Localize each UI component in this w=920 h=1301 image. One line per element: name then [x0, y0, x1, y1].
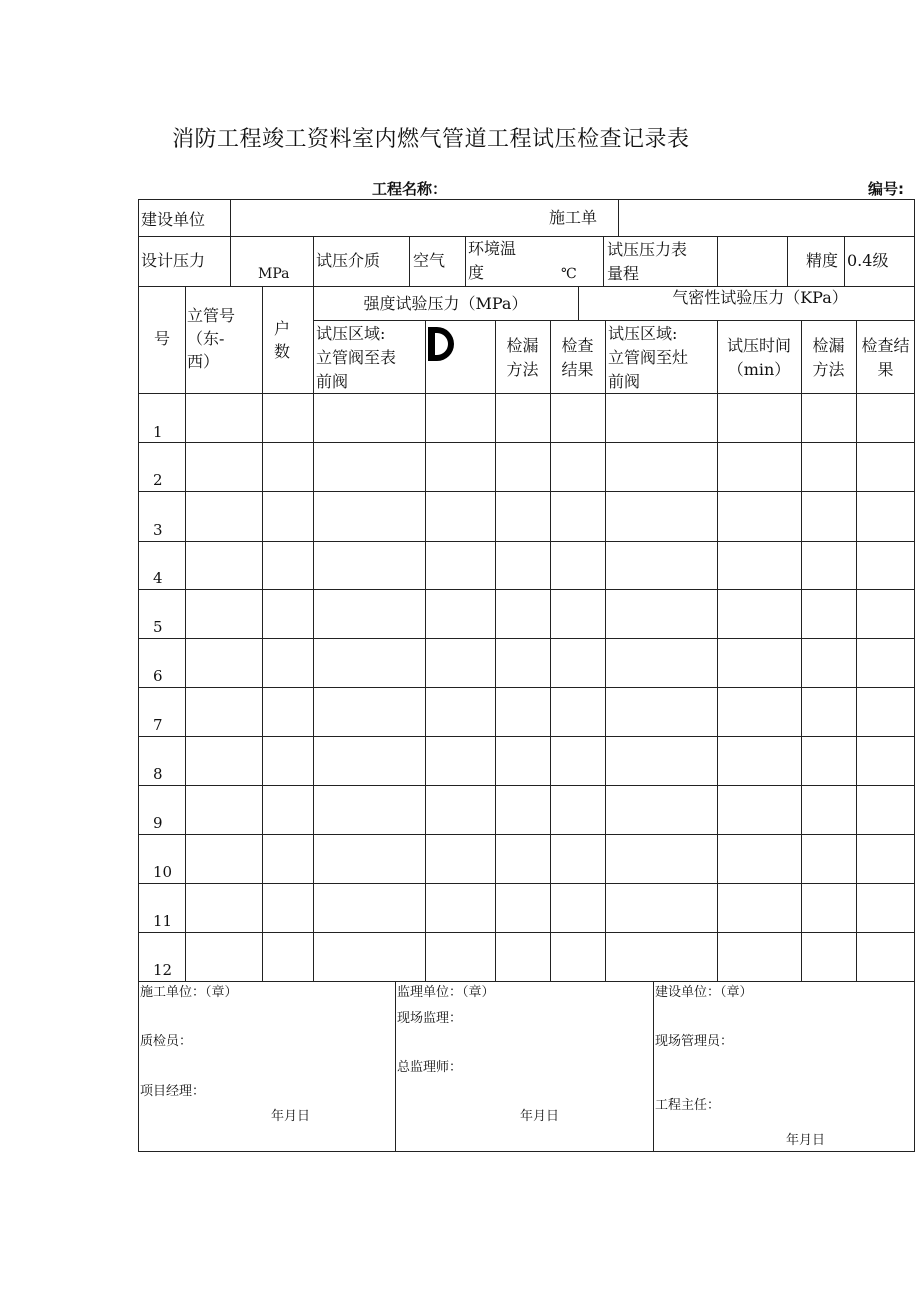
date-label: 年月日: [271, 1109, 311, 1124]
grid-line: [138, 736, 915, 737]
test-time-header: （min）: [727, 360, 791, 379]
celsius-unit: ℃: [561, 266, 577, 282]
env-temp-label: 度: [468, 263, 485, 282]
grid-line: [230, 236, 231, 286]
strength-zone-header: 立管阀至表: [316, 348, 397, 367]
grid-line: [230, 199, 231, 236]
grid-line: [409, 236, 410, 286]
airtight-zone-header: 前阀: [608, 372, 641, 391]
grid-line: [313, 236, 314, 286]
column-header-riser: 立管号: [187, 306, 236, 325]
column-header-household: 户: [274, 319, 291, 338]
mpa-unit: MPa: [258, 266, 290, 282]
grid-line: [138, 589, 915, 590]
project-manager-label: 项目经理：: [140, 1084, 206, 1099]
airtight-zone-header: 立管阀至灶: [608, 348, 689, 367]
row-number: 2: [153, 471, 163, 489]
grid-line: [138, 286, 915, 287]
grid-line: [425, 320, 426, 981]
column-header-no: 号: [154, 329, 171, 348]
row-number: 4: [153, 569, 163, 587]
row-number: 8: [153, 765, 163, 783]
construct-unit-label: 施工单: [549, 208, 598, 227]
grid-line: [313, 320, 915, 321]
row-number: 5: [153, 618, 163, 636]
strength-result-header: 结果: [561, 360, 594, 379]
project-name-label: 工程名称：: [372, 180, 448, 198]
airtight-result-header: 果: [877, 360, 894, 379]
column-header-riser: 西）: [187, 352, 220, 371]
gauge-range-label: 试压压力表: [607, 240, 688, 259]
row-number: 1: [153, 423, 163, 441]
grid-line: [262, 286, 263, 981]
airtight-test-header: 气密性试验压力（KPa）: [672, 288, 848, 307]
grid-line: [550, 320, 551, 981]
grid-line: [138, 932, 915, 933]
test-time-header: 试压时间: [726, 336, 791, 355]
grid-line: [395, 981, 396, 1152]
document-code-label: 编号:: [868, 180, 904, 198]
row-number: 11: [153, 912, 173, 930]
strength-leak-method-header: 方法: [506, 360, 539, 379]
grid-line: [618, 199, 619, 236]
grid-line: [653, 981, 654, 1152]
row-number: 7: [153, 716, 163, 734]
grid-line: [465, 236, 466, 286]
form-title: 消防工程竣工资料室内燃气管道工程试压检查记录表: [172, 127, 690, 152]
construction-unit-seal: 施工单位：（章）: [140, 985, 238, 1000]
grid-line: [856, 320, 857, 981]
grid-line: [138, 834, 915, 835]
env-temp-label: 环境温: [468, 239, 517, 258]
grid-line: [495, 320, 496, 981]
grid-line: [787, 236, 788, 286]
grid-line: [138, 981, 915, 982]
airtight-leak-method-header: 方法: [812, 360, 845, 379]
project-director-label: 工程主任：: [655, 1098, 721, 1113]
grid-line: [138, 883, 915, 884]
grid-line: [717, 236, 718, 286]
row-number: 10: [153, 863, 173, 881]
grid-line: [138, 1151, 915, 1152]
strength-leak-method-header: 检漏: [506, 336, 539, 355]
grid-line: [138, 638, 915, 639]
strength-zone-header: 前阀: [316, 372, 349, 391]
strength-result-header: 检查: [561, 336, 594, 355]
grid-line: [138, 199, 139, 1152]
grid-line: [801, 320, 802, 981]
d-shape-icon: [428, 327, 454, 361]
grid-line: [138, 236, 915, 237]
build-unit-label: 建设单位: [141, 210, 206, 229]
quality-inspector-label: 质检员：: [140, 1034, 193, 1049]
date-label: 年月日: [520, 1109, 560, 1124]
grid-line: [138, 687, 915, 688]
supervision-unit-seal: 监理单位：（章）: [397, 985, 495, 1000]
precision-value: 0.4级: [847, 251, 889, 270]
column-header-household: 数: [274, 342, 291, 361]
grid-line: [138, 491, 915, 492]
grid-line: [138, 442, 915, 443]
airtight-leak-method-header: 检漏: [812, 336, 845, 355]
grid-line: [313, 286, 314, 981]
grid-line: [603, 236, 604, 286]
grid-line: [717, 320, 718, 981]
grid-line: [578, 286, 579, 320]
strength-test-header: 强度试验压力（MPa）: [363, 294, 528, 313]
gauge-range-label: 量程: [607, 264, 640, 283]
grid-line: [138, 785, 915, 786]
row-number: 9: [153, 814, 163, 832]
grid-line: [138, 393, 915, 394]
site-manager-label: 现场管理员：: [655, 1034, 734, 1049]
airtight-result-header: 检查结: [861, 336, 910, 355]
owner-unit-seal: 建设单位：（章）: [655, 985, 753, 1000]
strength-zone-header: 试压区域:: [316, 324, 386, 343]
row-number: 12: [153, 961, 173, 979]
airtight-zone-header: 试压区域:: [608, 324, 678, 343]
grid-line: [138, 199, 915, 200]
grid-line: [138, 541, 915, 542]
chief-supervisor-label: 总监理师：: [397, 1060, 463, 1075]
medium-label: 试压介质: [316, 251, 381, 270]
date-label: 年月日: [786, 1133, 826, 1148]
design-pressure-label: 设计压力: [141, 251, 206, 270]
grid-line: [844, 236, 845, 286]
column-header-riser: （东-: [187, 329, 225, 348]
row-number: 6: [153, 667, 163, 685]
grid-line: [605, 320, 606, 981]
grid-line: [185, 286, 186, 981]
row-number: 3: [153, 521, 163, 539]
site-supervisor-label: 现场监理：: [397, 1011, 463, 1026]
medium-value: 空气: [413, 251, 446, 270]
precision-label: 精度: [806, 251, 839, 270]
